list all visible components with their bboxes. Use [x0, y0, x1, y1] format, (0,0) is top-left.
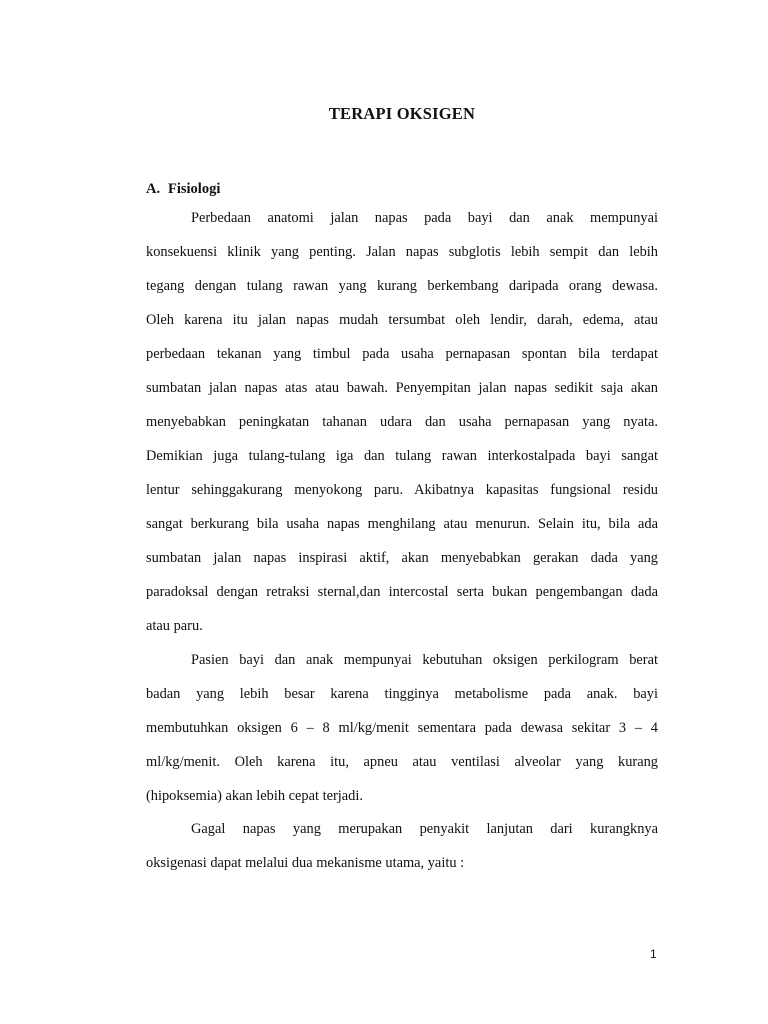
text-line: atau paru.: [146, 618, 203, 634]
text-line: tegang dengan tulang rawan yang kurang berkembang daripada orang dewasa.: [146, 278, 658, 294]
section-heading: [146, 181, 220, 198]
text-line: oksigenasi dapat melalui dua mekanisme utama, yaitu :: [146, 855, 465, 871]
text-line: sumbatan jalan napas inspirasi aktif, akan menyebabkan gerakan dada yang: [146, 550, 658, 566]
text-line: sumbatan jalan napas atas atau bawah. Penyempitan jalan napas sedikit saja akan: [146, 380, 658, 396]
paragraph-respiratory-failure: [146, 812, 658, 880]
document-title: TERAPI OKSIGEN: [328, 104, 476, 123]
text-line: membutuhkan oksigen 6 – 8 ml/kg/menit sementara pada dewasa sekitar 3 – 4: [146, 720, 658, 736]
text-line: ml/kg/menit. Oleh karena itu, apneu atau ventilasi alveolar yang kurang: [146, 754, 658, 770]
text-line: Oleh karena itu jalan napas mudah tersumbat oleh lendir, darah, edema, atau: [146, 312, 658, 328]
text-line: Perbedaan anatomi jalan napas pada bayi dan anak mempunyai: [191, 210, 658, 226]
text-line: (hipoksemia) akan lebih cepat terjadi.: [146, 788, 363, 804]
text-line: Pasien bayi dan anak mempunyai kebutuhan oksigen perkilogram berat: [191, 652, 658, 668]
paragraph-oxygen-needs: [146, 643, 658, 813]
section-title: Fisiologi: [168, 181, 221, 197]
text-line: menyebabkan peningkatan tahanan udara dan usaha pernapasan yang nyata.: [146, 414, 658, 430]
text-line: badan yang lebih besar karena tingginya metabolisme pada anak. bayi: [146, 686, 658, 702]
text-line: sangat berkurang bila usaha napas menghilang atau menurun. Selain itu, bila ada: [146, 516, 658, 532]
page-number: 1: [650, 947, 657, 961]
section-number: A.: [146, 181, 161, 197]
text-line: Gagal napas yang merupakan penyakit lanjutan dari kurangknya: [191, 821, 658, 837]
text-line: konsekuensi klinik yang penting. Jalan napas subglotis lebih sempit dan lebih: [146, 244, 658, 260]
text-line: perbedaan tekanan yang timbul pada usaha pernapasan spontan bila terdapat: [146, 346, 658, 362]
text-line: paradoksal dengan retraksi sternal,dan intercostal serta bukan pengembangan dada: [146, 584, 658, 600]
text-line: lentur sehinggakurang menyokong paru. Akibatnya kapasitas fungsional residu: [146, 482, 658, 498]
paragraph-anatomy: [146, 201, 658, 643]
text-line: Demikian juga tulang-tulang iga dan tulang rawan interkostalpada bayi sangat: [146, 448, 658, 464]
